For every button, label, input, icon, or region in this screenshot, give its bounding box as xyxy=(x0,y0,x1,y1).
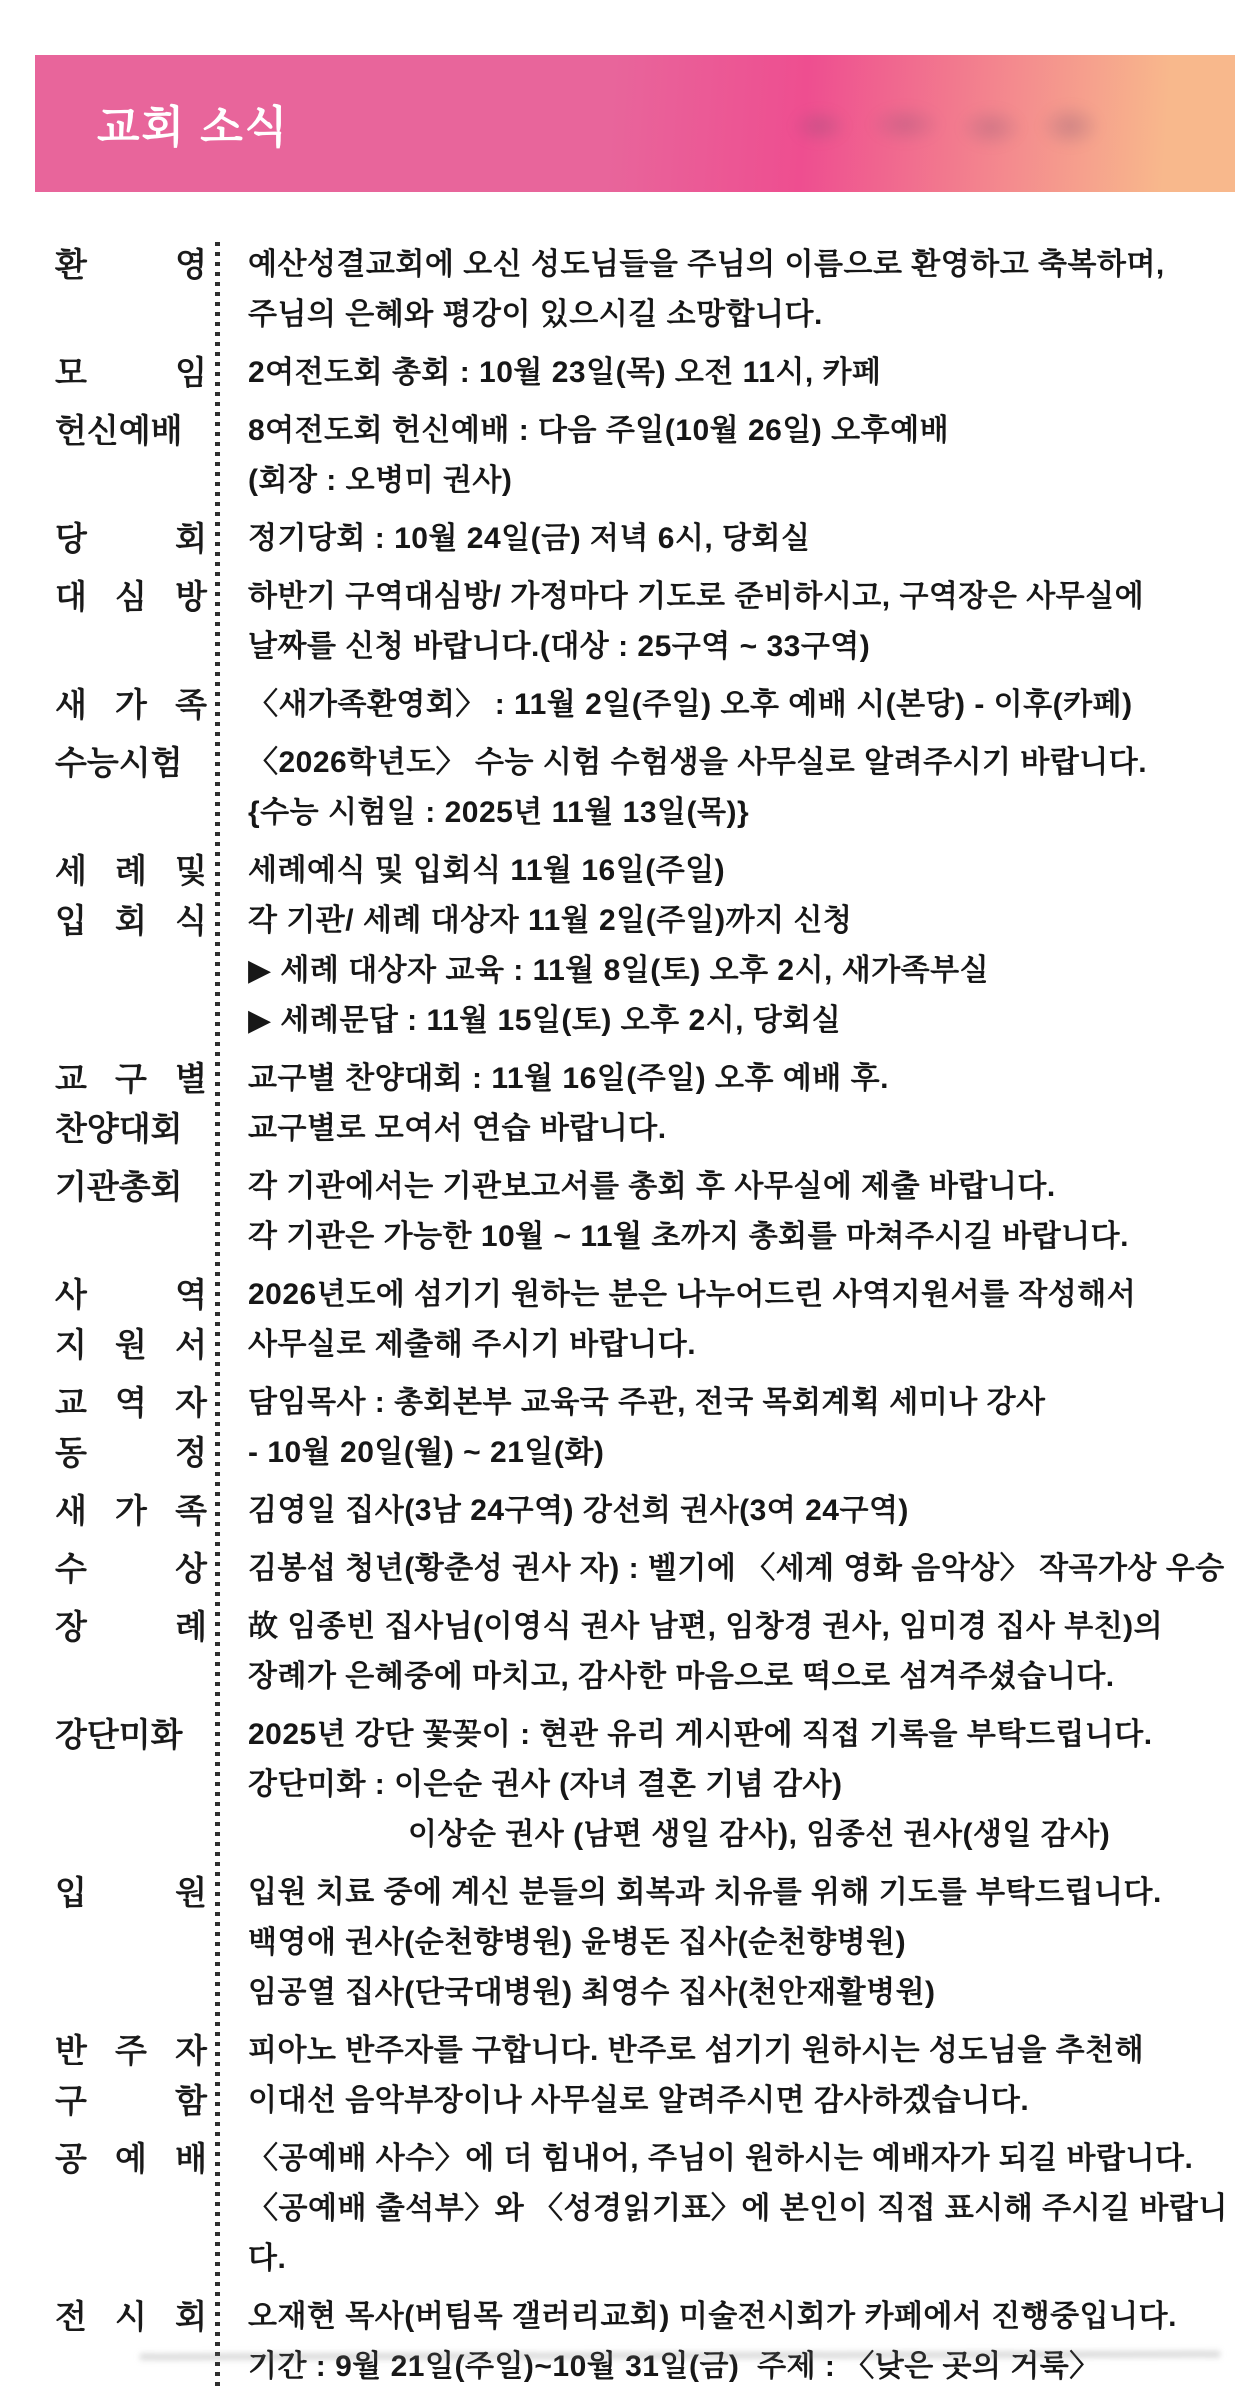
news-item xyxy=(55,846,1260,1046)
label-line: 지 원 서 xyxy=(55,1326,207,1363)
content-line: 이상순 권사 (남편 생일 감사), 임종선 권사(생일 감사) xyxy=(408,1818,1111,1851)
label-line: 당 회 xyxy=(55,520,207,557)
label-line: 세 례 및 xyxy=(55,852,207,889)
news-item-label xyxy=(55,1270,207,1370)
content-line: 〈2026학년도〉 수능 시험 수험생을 사무실로 알려주시기 바랍니다. xyxy=(248,746,1148,779)
content-line: 하반기 구역대심방/ 가정마다 기도로 준비하시고, 구역장은 사무실에 xyxy=(248,580,1145,613)
news-item xyxy=(55,572,1260,672)
content-line: 장례가 은혜중에 마치고, 감사한 마음으로 떡으로 섬겨주셨습니다. xyxy=(248,1660,1115,1693)
label-line: 장 례 xyxy=(55,1608,207,1645)
news-item xyxy=(55,2292,1260,2392)
news-item-label xyxy=(55,846,207,946)
label-line: 찬양대회 xyxy=(55,1110,183,1147)
content-line: 각 기관은 가능한 10월 ~ 11월 초까지 총회를 마쳐주시길 바랍니다. xyxy=(248,1220,1129,1253)
news-item-content xyxy=(207,1486,1260,1536)
label-line: 입 회 식 xyxy=(55,902,207,939)
news-item-content xyxy=(207,1710,1260,1860)
label-line: 수 상 xyxy=(55,1550,207,1587)
label-line: 환 영 xyxy=(55,246,207,283)
content-line: 故 임종빈 집사님(이영식 권사 남편, 임창경 권사, 임미경 집사 부친)의 xyxy=(248,1610,1164,1643)
page-title: 교회 소식 xyxy=(97,103,290,152)
news-item-label xyxy=(55,1162,207,1212)
news-item-label xyxy=(55,680,207,730)
content-line: (회장 : 오병미 권사) xyxy=(248,464,513,497)
news-item-label xyxy=(55,1486,207,1536)
dotted-divider xyxy=(215,242,220,2388)
content-line: 〈공예배 출석부〉와 〈성경읽기표〉에 본인이 직접 표시해 주시길 바랍니다. xyxy=(248,2192,1228,2275)
content-line: 강단미화 : 이은순 권사 (자녀 결혼 기념 감사) xyxy=(248,1768,843,1801)
news-item-label xyxy=(55,1710,207,1760)
label-line: 공 예 배 xyxy=(55,2140,207,2177)
content-line: 기간 : 9월 21일(주일)~10월 31일(금) 주제 : 〈낮은 곳의 거룩〉 xyxy=(248,2350,1100,2383)
news-item-content xyxy=(207,738,1260,838)
news-item-label xyxy=(55,2134,207,2184)
news-item xyxy=(55,1162,1260,1262)
rows-wrap xyxy=(0,240,1260,2392)
news-item-content xyxy=(207,1270,1260,1370)
content-line: 정기당회 : 10월 24일(금) 저녁 6시, 당회실 xyxy=(248,522,811,555)
news-item-label xyxy=(55,1602,207,1652)
content-line: 8여전도회 헌신예배 : 다음 주일(10월 26일) 오후예배 xyxy=(248,414,950,447)
news-item-content xyxy=(207,1162,1260,1262)
content-line: 예산성결교회에 오신 성도님들을 주님의 이름으로 환영하고 축복하며, xyxy=(248,248,1165,281)
show-through-artifact xyxy=(780,87,1110,165)
news-item-label xyxy=(55,738,207,788)
label-line: 교 역 자 xyxy=(55,1384,207,1421)
label-line: 수능시험 xyxy=(55,744,183,781)
content-line: 〈공예배 사수〉에 더 힘내어, 주님이 원하시는 예배자가 되길 바랍니다. xyxy=(248,2142,1194,2175)
news-item xyxy=(55,1270,1260,1370)
news-item-content xyxy=(207,240,1260,340)
label-line: 새 가 족 xyxy=(55,1492,207,1529)
label-line: 헌신예배 xyxy=(55,412,183,449)
news-item xyxy=(55,2026,1260,2126)
news-item xyxy=(55,1602,1260,1702)
news-item-content xyxy=(207,1544,1260,1594)
news-item-content xyxy=(207,2134,1260,2284)
news-item xyxy=(55,1054,1260,1154)
news-item-content xyxy=(207,572,1260,672)
label-line: 새 가 족 xyxy=(55,686,207,723)
news-item xyxy=(55,1378,1260,1478)
news-item-label xyxy=(55,2026,207,2126)
news-item xyxy=(55,2134,1260,2284)
content-line: 〈새가족환영회〉 : 11월 2일(주일) 오후 예배 시(본당) - 이후(카페) xyxy=(248,688,1133,721)
news-item-label xyxy=(55,572,207,622)
content-line: 피아노 반주자를 구합니다. 반주로 섬기기 원하시는 성도님을 추천해 xyxy=(248,2034,1145,2067)
content-line: 김영일 집사(3남 24구역) 강선희 권사(3여 24구역) xyxy=(248,1494,909,1527)
news-item-content xyxy=(207,1868,1260,2018)
label-line: 기관총회 xyxy=(55,1168,183,1205)
content-line: 각 기관/ 세례 대상자 11월 2일(주일)까지 신청 xyxy=(248,904,853,937)
news-item-content xyxy=(207,846,1260,1046)
content-line: 사무실로 제출해 주시기 바랍니다. xyxy=(248,1328,697,1361)
content-line: - 10월 20일(월) ~ 21일(화) xyxy=(248,1436,605,1469)
label-line: 반 주 자 xyxy=(55,2032,207,2069)
content-line: 교구별로 모여서 연습 바랍니다. xyxy=(248,1112,667,1145)
content-line: 오재현 목사(버팀목 갤러리교회) 미술전시회가 카페에서 진행중입니다. xyxy=(248,2300,1177,2333)
news-item xyxy=(55,514,1260,564)
content-line: 세례예식 및 입회식 11월 16일(주일) xyxy=(248,854,726,887)
news-item-content xyxy=(207,1602,1260,1702)
rows-container xyxy=(55,240,1260,2392)
content-line: 2026년도에 섬기기 원하는 분은 나누어드린 사역지원서를 작성해서 xyxy=(248,1278,1137,1311)
content-line: ▶ 세례 대상자 교육 : 11월 8일(토) 오후 2시, 새가족부실 xyxy=(248,954,990,987)
label-line: 동 정 xyxy=(55,1434,207,1471)
label-line: 구 함 xyxy=(55,2082,207,2119)
label-line: 모 임 xyxy=(55,354,207,391)
news-item-content xyxy=(207,348,1260,398)
content-line: 백영애 권사(순천향병원) 윤병돈 집사(순천향병원) xyxy=(248,1926,907,1959)
content-line: 각 기관에서는 기관보고서를 총회 후 사무실에 제출 바랍니다. xyxy=(248,1170,1056,1203)
news-item-label xyxy=(55,1544,207,1594)
label-line: 대 심 방 xyxy=(55,578,207,615)
content-line: 날짜를 신청 바랍니다.(대상 : 25구역 ~ 33구역) xyxy=(248,630,871,663)
news-item-label xyxy=(55,1868,207,1918)
label-line: 사 역 xyxy=(55,1276,207,1313)
content-line: 2여전도회 총회 : 10월 23일(목) 오전 11시, 카페 xyxy=(248,356,882,389)
content-line: 2025년 강단 꽃꽂이 : 현관 유리 게시판에 직접 기록을 부탁드립니다. xyxy=(248,1718,1153,1751)
news-item-content xyxy=(207,2026,1260,2126)
news-item-content xyxy=(207,680,1260,730)
news-item-content xyxy=(207,1378,1260,1478)
label-line: 입 원 xyxy=(55,1874,207,1911)
news-item-label xyxy=(55,514,207,564)
news-item xyxy=(55,1868,1260,2018)
label-line: 강단미화 xyxy=(55,1716,183,1753)
news-item-label xyxy=(55,406,207,456)
news-item xyxy=(55,240,1260,340)
news-item-content xyxy=(207,2292,1260,2392)
news-item xyxy=(55,738,1260,838)
news-item-content xyxy=(207,514,1260,564)
news-item-label xyxy=(55,2292,207,2342)
news-item xyxy=(55,680,1260,730)
content-line: 교구별 찬양대회 : 11월 16일(주일) 오후 예배 후. xyxy=(248,1062,889,1095)
news-item-label xyxy=(55,240,207,290)
news-item xyxy=(55,1710,1260,1860)
news-item-label xyxy=(55,1378,207,1478)
content-line: ▶ 세례문답 : 11월 15일(토) 오후 2시, 당회실 xyxy=(248,1004,842,1037)
label-line: 전 시 회 xyxy=(55,2298,207,2335)
label-line: 교 구 별 xyxy=(55,1060,207,1097)
news-item-content xyxy=(207,1054,1260,1154)
content-line: 김봉섭 청년(황춘성 권사 자) : 벨기에 〈세계 영화 음악상〉 작곡가상 우승 xyxy=(248,1552,1225,1585)
news-item-label xyxy=(55,1054,207,1154)
news-item xyxy=(55,348,1260,398)
news-item-content xyxy=(207,406,1260,506)
content-line: {수능 시험일 : 2025년 11월 13일(목)} xyxy=(248,796,750,829)
news-item xyxy=(55,1486,1260,1536)
news-item xyxy=(55,406,1260,506)
content-line: 담임목사 : 총회본부 교육국 주관, 전국 목회계획 세미나 강사 xyxy=(248,1386,1046,1419)
content-line: 임공열 집사(단국대병원) 최영수 집사(천안재활병원) xyxy=(248,1976,936,2009)
content-line: 주님의 은혜와 평강이 있으시길 소망합니다. xyxy=(248,298,823,331)
content-line: 이대선 음악부장이나 사무실로 알려주시면 감사하겠습니다. xyxy=(248,2084,1030,2117)
content-line: 입원 치료 중에 계신 분들의 회복과 치유를 위해 기도를 부탁드립니다. xyxy=(248,1876,1162,1909)
news-list xyxy=(0,240,1260,2400)
news-item xyxy=(55,1544,1260,1594)
header-banner xyxy=(35,55,1235,192)
news-item-label xyxy=(55,348,207,398)
